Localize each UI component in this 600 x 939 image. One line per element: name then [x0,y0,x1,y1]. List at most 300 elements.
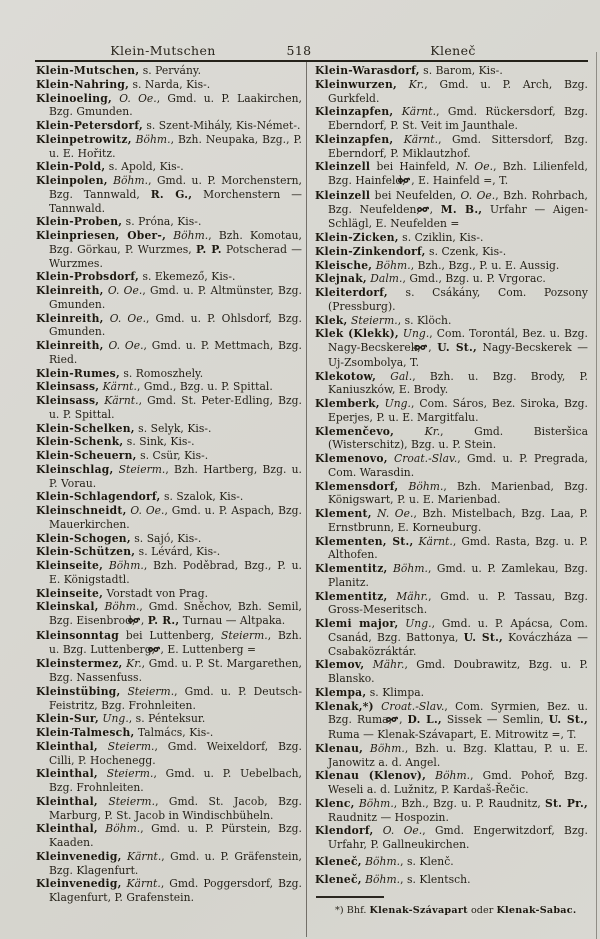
gazetteer-entry [315,64,588,78]
entry-headword: Klein-Schützen, [36,545,136,559]
entry-text: , Bzh. u. Bzg. Klattau, P. u. E. Janowitz a. d. Angel. [328,741,588,769]
entry-headword: Klendorf, [315,824,374,838]
entry-headword: Kleinpriesen, Ober-, [36,229,167,242]
entry-text: Turnau — Altpaka. [179,614,286,627]
gazetteer-entry [315,160,588,189]
entry-region: Böhm. [97,822,141,836]
entry-text: s. Sajó, Kis-. [130,531,202,545]
gazetteer-entry [315,855,588,869]
entry-region: Böhm. [103,559,144,572]
entry-headword: Kleinschneidt, [36,504,127,517]
entry-headword: Kleinthal, [36,822,98,836]
entry-headword: Kleinreith, [36,339,104,352]
entry-headword: U. St., [548,713,588,727]
entry-headword: Kleinthal, [36,739,98,753]
entry-headword: Kleiterdorf, [315,286,388,299]
entry-headword: Kleinstermez, [36,657,123,671]
gazetteer-entry [36,767,302,795]
entry-text: , Bzh., Bzg. u. P. Raudnitz, [393,796,546,810]
entry-headword: Klemenčevo, [315,424,395,438]
entry-headword: Klein-Scheuern, [36,449,137,462]
entry-region: Böhm. [98,600,140,614]
entry-region: Ung. [98,712,129,726]
entry-text: , Gmd. u. P. Arch, Bzg. Gurkfeld. [328,77,588,105]
entry-headword: Klein-Zinkendorf, [315,244,426,258]
entry-region: Steierm. [221,628,268,642]
gazetteer-entry [36,629,302,658]
entry-region: Mähr. [387,589,429,603]
entry-headword: Klein-Proben, [36,215,123,229]
gazetteer-entry [315,272,588,286]
entry-headword: Klenak,*) [315,699,374,713]
footnote-rule [316,896,384,898]
entry-headword: Klenau, [315,741,364,755]
entry-headword: Kleische, [315,258,373,272]
entry-region: Steierm. [97,794,156,808]
entry-headword: Klementitz, [315,589,388,603]
entry-headword: Klein-Zicken, [315,231,399,244]
entry-text: , Bzh. u. Bzg. Brody, P. Kaniuszków, E. Brody. [328,369,589,397]
entry-text: s. Sink, Kis-. [123,435,195,449]
entry-headword: Klemensdorf, [315,479,399,493]
entry-text: , Gmd. Weixeldorf, Bzg. Cilli, P. Hochenegg. [49,739,302,767]
entry-text: , Bzh. Lilienfeld, Bzg. Hainfeld, [328,160,588,187]
entry-headword: Kleinseite, [36,586,104,600]
entry-headword: Kleinskal, [36,600,99,614]
entry-headword: Klein-Schlagendorf, [36,490,161,504]
entry-text: , Gmd. u. P. Tassau, Bzg. Gross-Meseritsch. [328,589,588,617]
gazetteer-entry [315,797,588,825]
entry-text: Urfahr — Aigen-Schlägl, E. Neufelden = [328,202,589,231]
gazetteer-entry [315,231,588,245]
entry-headword: Kleinoeling, [36,91,112,105]
gazetteer-entry [315,327,588,369]
gazetteer-entry [315,658,588,686]
entry-headword: Klein-Probsdorf, [36,270,140,284]
entry-text: *) Bhf. [335,904,370,916]
column-divider [306,62,307,937]
entry-text: , Gmd. Rückersdorf, Bzg. Eberndorf, P. St. Veit im Jaunthale. [328,105,588,132]
gazetteer-entry [36,726,302,740]
entry-text: , Bzh. Hartberg, Bzg. u. P. Vorau. [49,462,302,490]
gazetteer-entry [315,700,588,742]
entry-headword: R. G., [150,187,193,201]
entry-region: Steierm. [97,739,155,753]
entry-text: bei Hainfeld, [370,160,457,174]
entry-text: , s. Klöch. [397,313,452,327]
header-rule [35,60,588,62]
entry-headword: Kleinwurzen, [315,77,397,91]
entry-text: , Bzh. Mistelbach, Bzg. Laa, P. Ernstbrunn, E. Korneuburg. [328,507,588,534]
entry-headword: Kleinpolen, [36,174,108,187]
entry-headword: Kleinsass, [36,380,100,394]
gazetteer-entry [315,397,588,425]
entry-region: Böhm. [398,479,444,493]
entry-region: Kärnt. [121,849,162,863]
entry-headword: Kleinstübing, [36,684,121,698]
entry-headword: Kleinvenedig, [36,849,122,863]
entry-text: s. Ekemező, Kis-. [139,270,236,284]
gazetteer-entry [36,877,302,905]
entry-region: Kärnt. [393,105,437,119]
entry-text: Talmács, Kis-. [134,726,214,739]
entry-region: Kr. [122,657,142,671]
entry-text: s. Szent-Mihály, Kis-Német-. [142,119,301,132]
gazetteer-entry [36,229,302,270]
entry-text: , Gmd. u. P. Apácsa, Com. Csanád, Bzg. Battonya, [328,617,589,644]
entry-text: , s. Pénteksur. [128,712,206,726]
entry-text: , Gmd. Poggersdorf, Bzg. Klagenfurt, P. Grafenstein. [49,877,302,904]
gazetteer-entry [315,245,588,259]
entry-text: , Gmd. u. P. Zamlekau, Bzg. Planitz. [328,562,588,589]
entry-headword: Kleinschlag, [36,462,114,476]
gazetteer-entry [315,686,588,700]
entry-region: O. Oe. [103,284,143,297]
entry-region: Kärnt. [121,877,161,891]
entry-region: Croat.-Slav. [387,452,458,465]
gazetteer-entry [36,160,302,174]
gazetteer-entry [36,174,302,215]
entry-region: Gal. [376,369,413,383]
entry-text: s. Czenk, Kis-. [425,244,507,258]
entry-headword: Kleinthal, [36,794,98,808]
entry-region: O. Oe. [460,188,496,202]
gazetteer-entry [36,685,302,713]
entry-text: , Gmd. u. P. Mettmach, Bzg. Ried. [49,339,302,366]
entry-text: , Bzh. Marienbad, Bzg. Königswart, P. u. E. Marienbad. [328,479,588,507]
entry-headword: Klein-Mutschen, [36,64,140,77]
entry-headword: Klekotow, [315,369,377,383]
gazetteer-entry [315,480,588,508]
entry-text: Vorstadt von Prag. [103,586,209,600]
entry-text: , Gmd. u. P. Deutsch-Feistritz, Bzg. Frohnleiten. [49,684,303,712]
entry-text: s. Pervány. [139,64,202,77]
entry-headword: Klemberk, [315,397,380,410]
entry-text: s. Cziklin, Kis-. [398,231,484,244]
entry-headword: Klemi major, [315,617,399,630]
gazetteer-entry [315,425,588,453]
entry-text: , [428,341,438,354]
entry-text: , E. Luttenberg = [160,642,256,656]
entry-text: , Gmd., Bzg. u. P. Vrgorac. [402,272,546,286]
entry-region: Böhm. [107,174,149,187]
entry-text: , Com. Syrmien, Bez. u. Bzg. Ruma, [328,699,588,727]
entry-headword: Klement, [315,507,372,520]
entry-text: , Bzh., Bzg., P. u. E. Aussig. [410,258,560,272]
entry-headword: Klein-Warasdorf, [315,64,420,77]
entry-headword: Klein-Talmesch, [36,726,135,739]
entry-text: Ruma — Klenak-Szávapart, E. Mitrowitz =, T. [328,728,577,741]
entry-text: , Gmd. Doubrawitz, Bzg. u. P. Blansko. [328,658,588,685]
entry-text: , Bzh. Poděbrad, Bzg., P. u. E. Königstadtl. [49,559,302,586]
gazetteer-entry [36,545,302,559]
entry-text: , Gmd. St. Peter-Edling, Bzg. u. P. Spittal. [49,394,303,421]
left-column [36,64,302,905]
entry-text: , Com. Sáros, Bez. Siroka, Bzg. Eperjes, P. u. E. Margitfalu. [328,397,588,424]
entry-region: Mähr. [364,658,405,672]
gazetteer-entry [36,657,302,685]
entry-headword: Klein-Pold, [36,160,106,174]
entry-headword: Klein-Sur, [36,712,99,726]
gazetteer-entry [36,559,302,587]
entry-text: s. Selyk, Kis-. [134,421,212,435]
entry-text: Morchenstern — Tannwald. [49,187,302,215]
entry-region: Böhm. [372,258,411,272]
entry-headword: M. B., [440,202,483,216]
gazetteer-entry [36,119,302,133]
gazetteer-entry [315,873,588,887]
running-title-right: Kleneč [430,43,476,58]
entry-region: O. Oe. [126,504,165,517]
entry-text: , Gmd. Sittersdorf, Bzg. Eberndorf, P. Miklautzhof. [328,132,588,160]
entry-headword: Kleinreith, [36,311,104,325]
entry-text: , Gmd. St. Jacob, Bzg. Marburg, P. St. Jacob in Windischbüheln. [49,794,302,822]
entry-region: Kr. [396,77,425,91]
entry-headword: Klenak-Sabac. [496,904,577,916]
gazetteer-entry [36,504,302,532]
entry-headword: Klek (Klekk), [315,327,399,341]
entry-region: Böhm. [387,562,428,575]
footnote [315,905,588,917]
gazetteer-entry [36,490,302,504]
entry-text: s. Barom, Kis-. [419,64,503,77]
gazetteer-entry [36,422,302,436]
entry-text: Kováczháza — Csabaközráktár. [328,630,588,658]
entry-headword: Kleneč, [315,872,362,886]
entry-headword: U. St., [463,630,504,644]
entry-headword: Klemenovo, [315,452,388,465]
entry-text: s. Romoszhely. [119,366,204,380]
entry-headword: U. St., [437,341,477,354]
entry-headword: Kleneč, [315,855,362,869]
entry-region: Ung. [379,397,411,410]
gazetteer-entry [36,312,302,340]
entry-headword: Klenau (Klenov), [315,769,427,783]
entry-text: , Gmd. u. P. Morchenstern, Bzg. Tannwald, [49,174,302,201]
entry-text: s. Klimpa. [366,685,425,699]
entry-region: Böhm. [426,769,471,783]
entry-text: Raudnitz — Hospozin. [328,810,449,824]
entry-region: Croat.-Slav. [373,699,445,713]
entry-text: bei Luttenberg, [119,628,222,642]
entry-region: O. Oe. [373,824,423,838]
entry-text: , Gmd. u. P. Uebelbach, Bzg. Frohnleiten. [49,767,302,794]
entry-text: , Gmd. u. P. Laakirchen, Bzg. Gmunden. [49,91,302,119]
entry-text: , E. Hainfeld =, T. [411,174,509,187]
entry-region: Kärnt. [99,394,139,407]
entry-region: Steierm. [113,462,166,476]
entry-text: , Gmd. Pohoř, Bzg. Weseli a. d. Lužnitz, P. Kardaš-Řečic. [328,769,589,796]
entry-text: Potscherad — Wurzmes. [49,242,302,270]
entry-text: oder [467,904,497,916]
entry-text: , Gmd. u. P. Gräfenstein, Bzg. Klagenfurt. [49,849,302,877]
entry-headword: Kleinvenedig, [36,877,122,891]
entry-text: s. Próna, Kis-. [122,215,202,229]
gazetteer-entry [36,284,302,312]
gazetteer-entry [315,769,588,797]
gazetteer-entry [315,133,588,161]
entry-text: , [140,614,148,627]
gazetteer-entry [315,189,588,231]
gazetteer-entry [36,822,302,850]
entry-region: Böhm. [131,132,171,146]
entry-text: , Bzh. u. Bzg. Luttenberg, [49,628,302,656]
gazetteer-entry [36,587,302,601]
gazetteer-entry [315,314,588,328]
entry-region: Steierm. [97,767,154,781]
gazetteer-entry [315,824,588,852]
entry-headword: Kleinsonntag [36,628,119,642]
entry-text: , Gmd. u. P. Aspach, Bzg. Mauerkirchen. [49,504,302,531]
gazetteer-entry [315,742,588,770]
entry-headword: Kleinzapfen, [315,132,394,146]
entry-headword: Kleinreith, [36,284,104,297]
entry-region: Kärnt. [393,132,439,146]
entry-headword: Kleinzell [315,160,371,174]
entry-text: , [399,713,408,727]
entry-headword: Klein-Schogen, [36,531,131,545]
gazetteer-entry [36,270,302,284]
entry-region: Böhm. [166,229,209,242]
entry-text: , Gmd. Bisteršica (Wisterschitz), Bzg. u. P. Stein. [328,424,588,452]
gazetteer-entry [36,92,302,120]
gazetteer-entry [315,562,588,590]
entry-text: , Bzh. Rohrbach, Bzg. Neufelden, [328,188,588,216]
entry-headword: Kleinseite, [36,559,104,572]
entry-text: , Gmd. u. P. St. Margarethen, Bzg. Nassenfuss. [49,657,302,684]
entry-text: , [429,202,441,216]
entry-region: Ung. [398,617,432,630]
entry-text: , Gmd. u. P. Pürstein, Bzg. Kaaden. [49,822,302,849]
gazetteer-entry [315,452,588,480]
entry-headword: D. L., [407,713,442,727]
gazetteer-entry [315,507,588,535]
entry-region: Kr. [394,424,441,438]
entry-text: , Com. Torontál, Bez. u. Bzg. Nagy-Becskerek, [328,327,588,354]
entry-text: Sissek — Semlin, [441,713,549,727]
entry-headword: Klementen, St., [315,534,414,548]
entry-text: s. Narda, Kis-. [129,77,211,91]
entry-region: O. Oe. [103,311,147,325]
entry-text: , Bzh. Neupaka, Bzg., P. u. E. Hořitz. [49,132,303,160]
gazetteer-entry [36,795,302,823]
entry-text: s. Csür, Kis-. [136,449,209,462]
entry-headword: Klein-Nahring, [36,77,130,91]
entry-headword: Kleinzapfen, [315,105,394,119]
gazetteer-entry [36,380,302,394]
entry-headword: St. Pr., [545,796,588,810]
gazetteer-entry [36,78,302,92]
gazetteer-entry [36,740,302,768]
entry-region: O. Oe. [103,339,144,352]
gazetteer-entry [36,133,302,161]
gazetteer-entry [36,600,302,629]
gazetteer-entry [36,435,302,449]
page-number: 518 [286,43,312,58]
gazetteer-entry [315,535,588,563]
entry-headword: Klenak-Szávapart [369,904,468,916]
scan-edge-line [596,52,597,939]
gazetteer-entry [36,850,302,878]
gazetteer-entry [36,215,302,229]
entry-region: Böhm. [361,872,401,886]
entry-headword: Klein-Schelken, [36,421,135,435]
gazetteer-entry [315,78,588,106]
entry-region: Dalm. [366,272,403,286]
entry-headword: Klein-Schenk, [36,435,124,449]
entry-region: O. Oe. [112,91,157,105]
entry-headword: P. P. [195,242,222,256]
entry-text: , Gmd. u. P. Ohlsdorf, Bzg. Gmunden. [49,311,302,339]
gazetteer-entry [315,105,588,133]
gazetteer-entry [36,339,302,367]
entry-headword: Klek, [315,313,348,327]
entry-text: , Bzh. Komotau, Bzg. Görkau, P. Wurzmes, [49,229,303,256]
gazetteer-entry [36,449,302,463]
gazetteer-entry [36,463,302,491]
entry-region: Ung. [398,327,430,341]
entry-headword: Klein-Rumes, [36,366,120,380]
entry-headword: P. R., [147,614,180,627]
entry-headword: Klejnak, [315,272,367,286]
entry-text: bei Neufelden, [370,188,461,202]
entry-text: s. Lévárd, Kis-. [135,545,221,559]
gazetteer-entry [36,712,302,726]
entry-text: , s. Klenč. [400,855,454,869]
gazetteer-entry [36,394,302,422]
entry-text: Nagy-Becskerek — Uj-Zsombolya, T. [328,341,588,369]
entry-headword: Klempa, [315,685,367,699]
gazetteer-entry [315,286,588,314]
entry-headword: Klein-Petersdorf, [36,119,143,132]
entry-text: , Gmd. Engerwitzdorf, Bzg. Urfahr, P. Gallneukirchen. [328,824,588,851]
entry-text: , Gmd. Sněchov, Bzh. Semil, Bzg. Eisenbrod, [49,600,302,627]
entry-region: Böhm. [363,741,405,755]
entry-text: , Gmd. Rasta, Bzg. u. P. Althofen. [328,534,588,562]
gazetteer-entry [36,367,302,381]
entry-region: Böhm. [354,796,394,810]
gazetteer-entry [315,259,588,273]
entry-text: , s. Klentsch. [400,872,471,886]
entry-headword: Kleinzell [315,188,371,202]
gazetteer-entry [36,532,302,546]
entry-headword: Kleinpetrowitz, [36,132,132,146]
entry-headword: Klementitz, [315,562,388,575]
entry-headword: Kleinsass, [36,394,100,407]
entry-headword: Kleinthal, [36,767,98,781]
entry-text: s. Szalok, Kis-. [160,490,244,504]
entry-region: Steierm. [120,684,175,698]
gazetteer-entry [315,590,588,618]
entry-region: N. Oe. [371,507,414,520]
entry-region: Kärnt. [99,380,137,394]
entry-text: s. Csákány, Com. Pozsony (Pressburg). [328,286,588,313]
entry-region: Böhm. [361,855,401,869]
entry-text: , Gmd., Bzg. u. P. Spittal. [136,380,273,394]
right-column [315,64,588,917]
entry-text: , Gmd. u. P. Altmünster, Bzg. Gmunden. [49,284,302,311]
entry-region: N. Oe. [456,160,494,174]
entry-region: Steierm. [347,313,398,327]
gazetteer-entry [315,617,588,658]
gazetteer-entry [36,64,302,78]
entry-text: s. Apold, Kis-. [105,160,184,174]
running-title-left: Klein-Mutschen [110,43,216,58]
entry-text: , Gmd. u. P. Pregrada, Com. Warasdin. [328,452,588,479]
entry-region: Kärnt. [413,534,453,548]
gazetteer-entry [315,370,588,398]
entry-headword: Klemov, [315,658,365,672]
